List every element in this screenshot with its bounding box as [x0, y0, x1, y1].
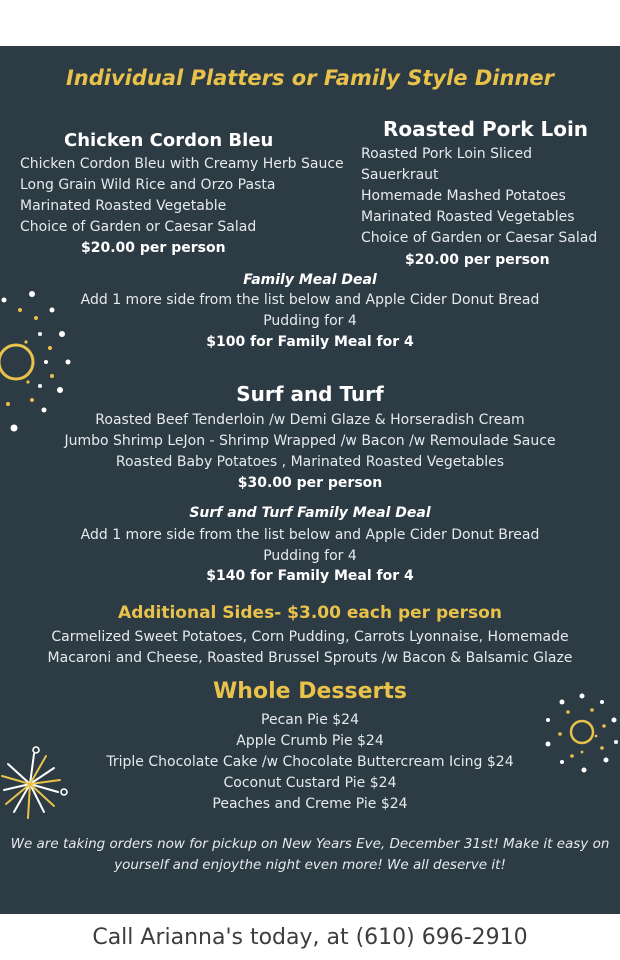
family-deal-line: Add 1 more side from the list below and Apple Cider Donut Bread [80, 292, 540, 308]
dessert-item: Pecan Pie $24 [261, 712, 359, 728]
surf-turf-item: Roasted Beef Tenderloin /w Demi Glaze & Horseradish Cream [95, 412, 525, 428]
dessert-item: Coconut Custard Pie $24 [223, 775, 397, 791]
surf-turf-item: Roasted Baby Potatoes , Marinated Roasted Vegetables [115, 454, 505, 470]
platter-item: Sauerkraut [361, 167, 439, 183]
dessert-item: Triple Chocolate Cake /w Chocolate Buttercream Icing $24 [106, 754, 514, 770]
surf-turf-deal-price: $140 for Family Meal for 4 [206, 568, 414, 584]
platter-items-pork-loin [361, 144, 597, 249]
family-deal-line: Pudding for 4 [263, 313, 357, 329]
dessert-item: Apple Crumb Pie $24 [236, 733, 384, 749]
platter-item: Long Grain Wild Rice and Orzo Pasta [20, 177, 276, 193]
platter-item: Choice of Garden or Caesar Salad [20, 219, 257, 235]
desserts-title: Whole Desserts [213, 679, 407, 704]
sides-line: Carmelized Sweet Potatoes, Corn Pudding, Carrots Lyonnaise, Homemade [51, 629, 569, 645]
order-note-line: We are taking orders now for pickup on New Years Eve, December 31st! Make it easy on [10, 836, 610, 852]
platter-items-cordon-bleu [20, 154, 344, 238]
platter-item: Marinated Roasted Vegetable [20, 198, 227, 214]
platter-item: Choice of Garden or Caesar Salad [361, 230, 598, 246]
platter-price-cordon-bleu: $20.00 per person [81, 240, 226, 256]
firework-burst-icon [0, 742, 80, 828]
surf-turf-deal-line: Add 1 more side from the list below and Apple Cider Donut Bread [80, 527, 540, 543]
surf-turf-name: Surf and Turf [236, 382, 384, 406]
surf-turf-deal-line: Pudding for 4 [263, 548, 357, 564]
platter-item: Marinated Roasted Vegetables [361, 209, 575, 225]
order-note-line: yourself and enjoythe night even more! We all deserve it! [114, 857, 506, 873]
platter-name-cordon-bleu: Chicken Cordon Bleu [64, 130, 274, 151]
top-strip [0, 0, 620, 46]
footer-bar [0, 914, 620, 960]
firework-burst-icon [540, 690, 620, 774]
firework-burst-icon [0, 282, 90, 432]
surf-turf-deal-title: Surf and Turf Family Meal Deal [189, 505, 431, 521]
platter-item: Chicken Cordon Bleu with Creamy Herb Sauce [20, 156, 344, 172]
platter-price-pork-loin: $20.00 per person [405, 252, 550, 268]
sides-title: Additional Sides- $3.00 each per person [118, 603, 502, 623]
footer-phone-text: Call Arianna's today, at (610) 696-2910 [92, 924, 528, 950]
menu-panel [0, 46, 620, 914]
menu-headline: Individual Platters or Family Style Dinner [65, 66, 554, 90]
sides-line: Macaroni and Cheese, Roasted Brussel Sprouts /w Bacon & Balsamic Glaze [47, 650, 573, 666]
surf-turf-price: $30.00 per person [237, 475, 383, 491]
dessert-item: Peaches and Creme Pie $24 [212, 796, 408, 812]
surf-turf-item: Jumbo Shrimp LeJon - Shrimp Wrapped /w Bacon /w Remoulade Sauce [64, 433, 556, 449]
family-deal-price: $100 for Family Meal for 4 [206, 334, 414, 350]
family-deal-title: Family Meal Deal [243, 272, 377, 288]
platter-item: Roasted Pork Loin Sliced [361, 146, 532, 162]
platter-item: Homemade Mashed Potatoes [361, 188, 566, 204]
platter-name-pork-loin: Roasted Pork Loin [383, 117, 589, 141]
